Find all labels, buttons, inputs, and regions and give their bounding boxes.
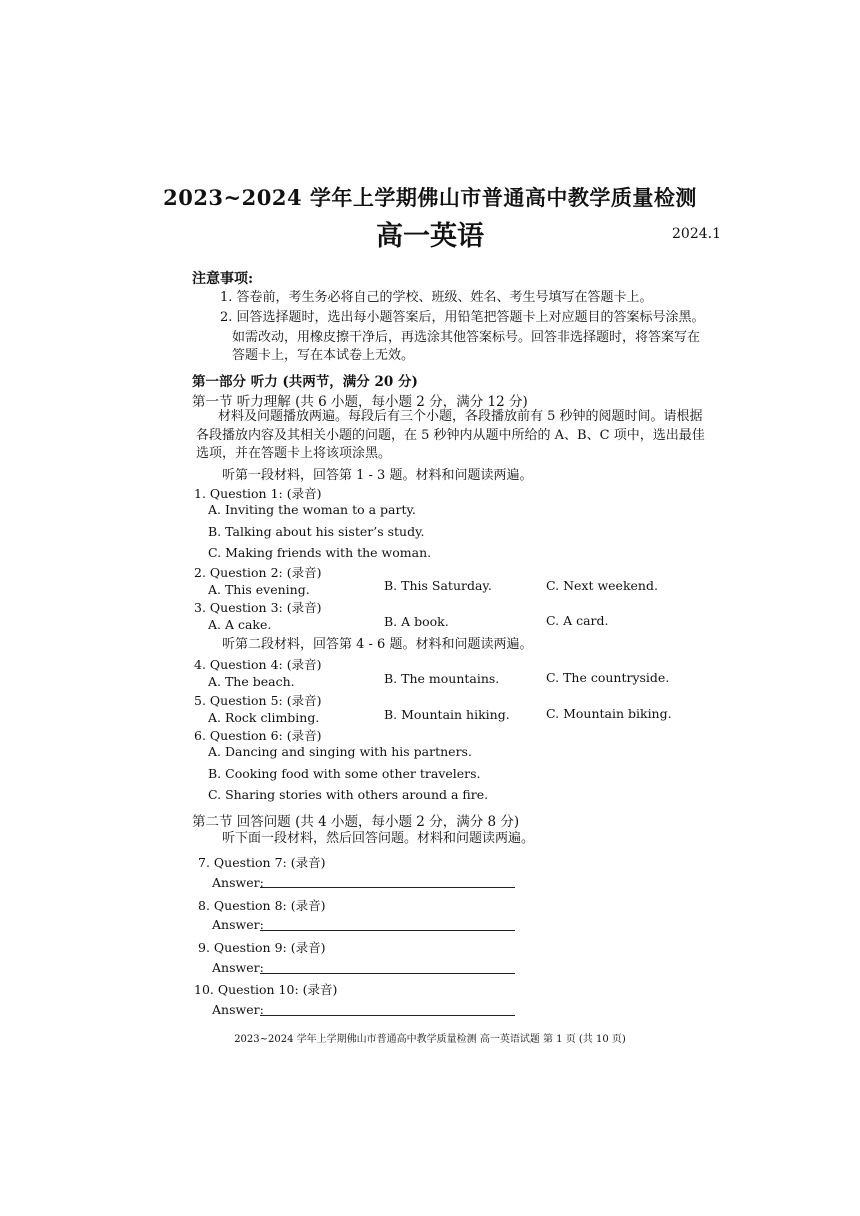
note-item: 答题卡上，写在本试卷上无效。 — [232, 348, 415, 363]
answer-line[interactable] — [260, 1015, 515, 1016]
option-2c: C. Next weekend. — [546, 578, 658, 593]
answer-line[interactable] — [260, 973, 515, 974]
question-9: 9. Question 9: (录音) — [198, 940, 326, 955]
question-6: 6. Question 6: (录音) — [194, 728, 322, 743]
exam-subject: 高一英语 — [376, 221, 484, 252]
option-3c: C. A card. — [546, 613, 609, 628]
option-4c: C. The countryside. — [546, 670, 670, 685]
option-4b: B. The mountains. — [384, 671, 500, 686]
option-6a: A. Dancing and singing with his partners. — [208, 744, 472, 759]
note-item: 如需改动，用橡皮擦干净后，再选涂其他答案标号。回答非选择题时，将答案写在 — [232, 330, 701, 345]
option-1c: C. Making friends with the woman. — [208, 545, 432, 560]
part1-heading: 第一部分 听力 (共两节，满分 20 分) — [192, 374, 418, 390]
option-2b: B. This Saturday. — [384, 578, 492, 593]
option-2a: A. This evening. — [208, 582, 310, 597]
answer-line[interactable] — [260, 930, 515, 931]
answer-label: Answer: — [212, 1002, 264, 1017]
question-10: 10. Question 10: (录音) — [194, 982, 338, 997]
option-5c: C. Mountain biking. — [546, 706, 672, 721]
option-1a: A. Inviting the woman to a party. — [208, 502, 416, 517]
section1-instructions: 各段播放内容及其相关小题的问题，在 5 秒钟内从题中所给的 A、B、C 项中，选出最佳 — [196, 428, 705, 443]
segment1-intro: 听第一段材料，回答第 1 - 3 题。材料和问题读两遍。 — [222, 468, 533, 483]
exam-date: 2024.1 — [672, 226, 721, 242]
option-1b: B. Talking about his sister’s study. — [208, 524, 425, 539]
note-item: 1. 答卷前，考生务必将自己的学校、班级、姓名、考生号填写在答题卡上。 — [220, 290, 653, 305]
option-4a: A. The beach. — [208, 674, 295, 689]
question-2: 2. Question 2: (录音) — [194, 565, 322, 580]
notes-heading: 注意事项: — [192, 271, 254, 287]
option-3a: A. A cake. — [208, 617, 272, 632]
question-7: 7. Question 7: (录音) — [198, 855, 326, 870]
section2-intro: 听下面一段材料，然后回答问题。材料和问题读两遍。 — [222, 831, 535, 846]
note-item: 2. 回答选择题时，选出每小题答案后，用铅笔把答题卡上对应题目的答案标号涂黑。 — [220, 310, 705, 325]
question-5: 5. Question 5: (录音) — [194, 693, 322, 708]
option-5a: A. Rock climbing. — [208, 710, 320, 725]
section1-instructions: 选项，并在答题卡上将该项涂黑。 — [196, 446, 392, 461]
section1-heading: 第一节 听力理解 (共 6 小题，每小题 2 分，满分 12 分) — [192, 394, 528, 410]
section1-instructions: 材料及问题播放两遍。每段后有三个小题，各段播放前有 5 秒钟的阅题时间。请根据 — [218, 409, 703, 424]
option-5b: B. Mountain hiking. — [384, 707, 510, 722]
option-6b: B. Cooking food with some other travelers. — [208, 766, 481, 781]
answer-line[interactable] — [260, 887, 515, 888]
question-1: 1. Question 1: (录音) — [194, 486, 322, 501]
answer-label: Answer: — [212, 875, 264, 890]
option-6c: C. Sharing stories with others around a fire. — [208, 787, 489, 802]
exam-title: 2023~2024 学年上学期佛山市普通高中教学质量检测 — [163, 185, 697, 210]
answer-label: Answer: — [212, 960, 264, 975]
question-8: 8. Question 8: (录音) — [198, 898, 326, 913]
section2-heading: 第二节 回答问题 (共 4 小题，每小题 2 分，满分 8 分) — [192, 814, 520, 830]
question-4: 4. Question 4: (录音) — [194, 657, 322, 672]
segment2-intro: 听第二段材料，回答第 4 - 6 题。材料和问题读两遍。 — [222, 637, 533, 652]
answer-label: Answer: — [212, 917, 264, 932]
question-3: 3. Question 3: (录音) — [194, 600, 322, 615]
page-footer: 2023~2024 学年上学期佛山市普通高中教学质量检测 高一英语试题 第 1 页 (共 10 页) — [234, 1034, 626, 1045]
option-3b: B. A book. — [384, 614, 449, 629]
